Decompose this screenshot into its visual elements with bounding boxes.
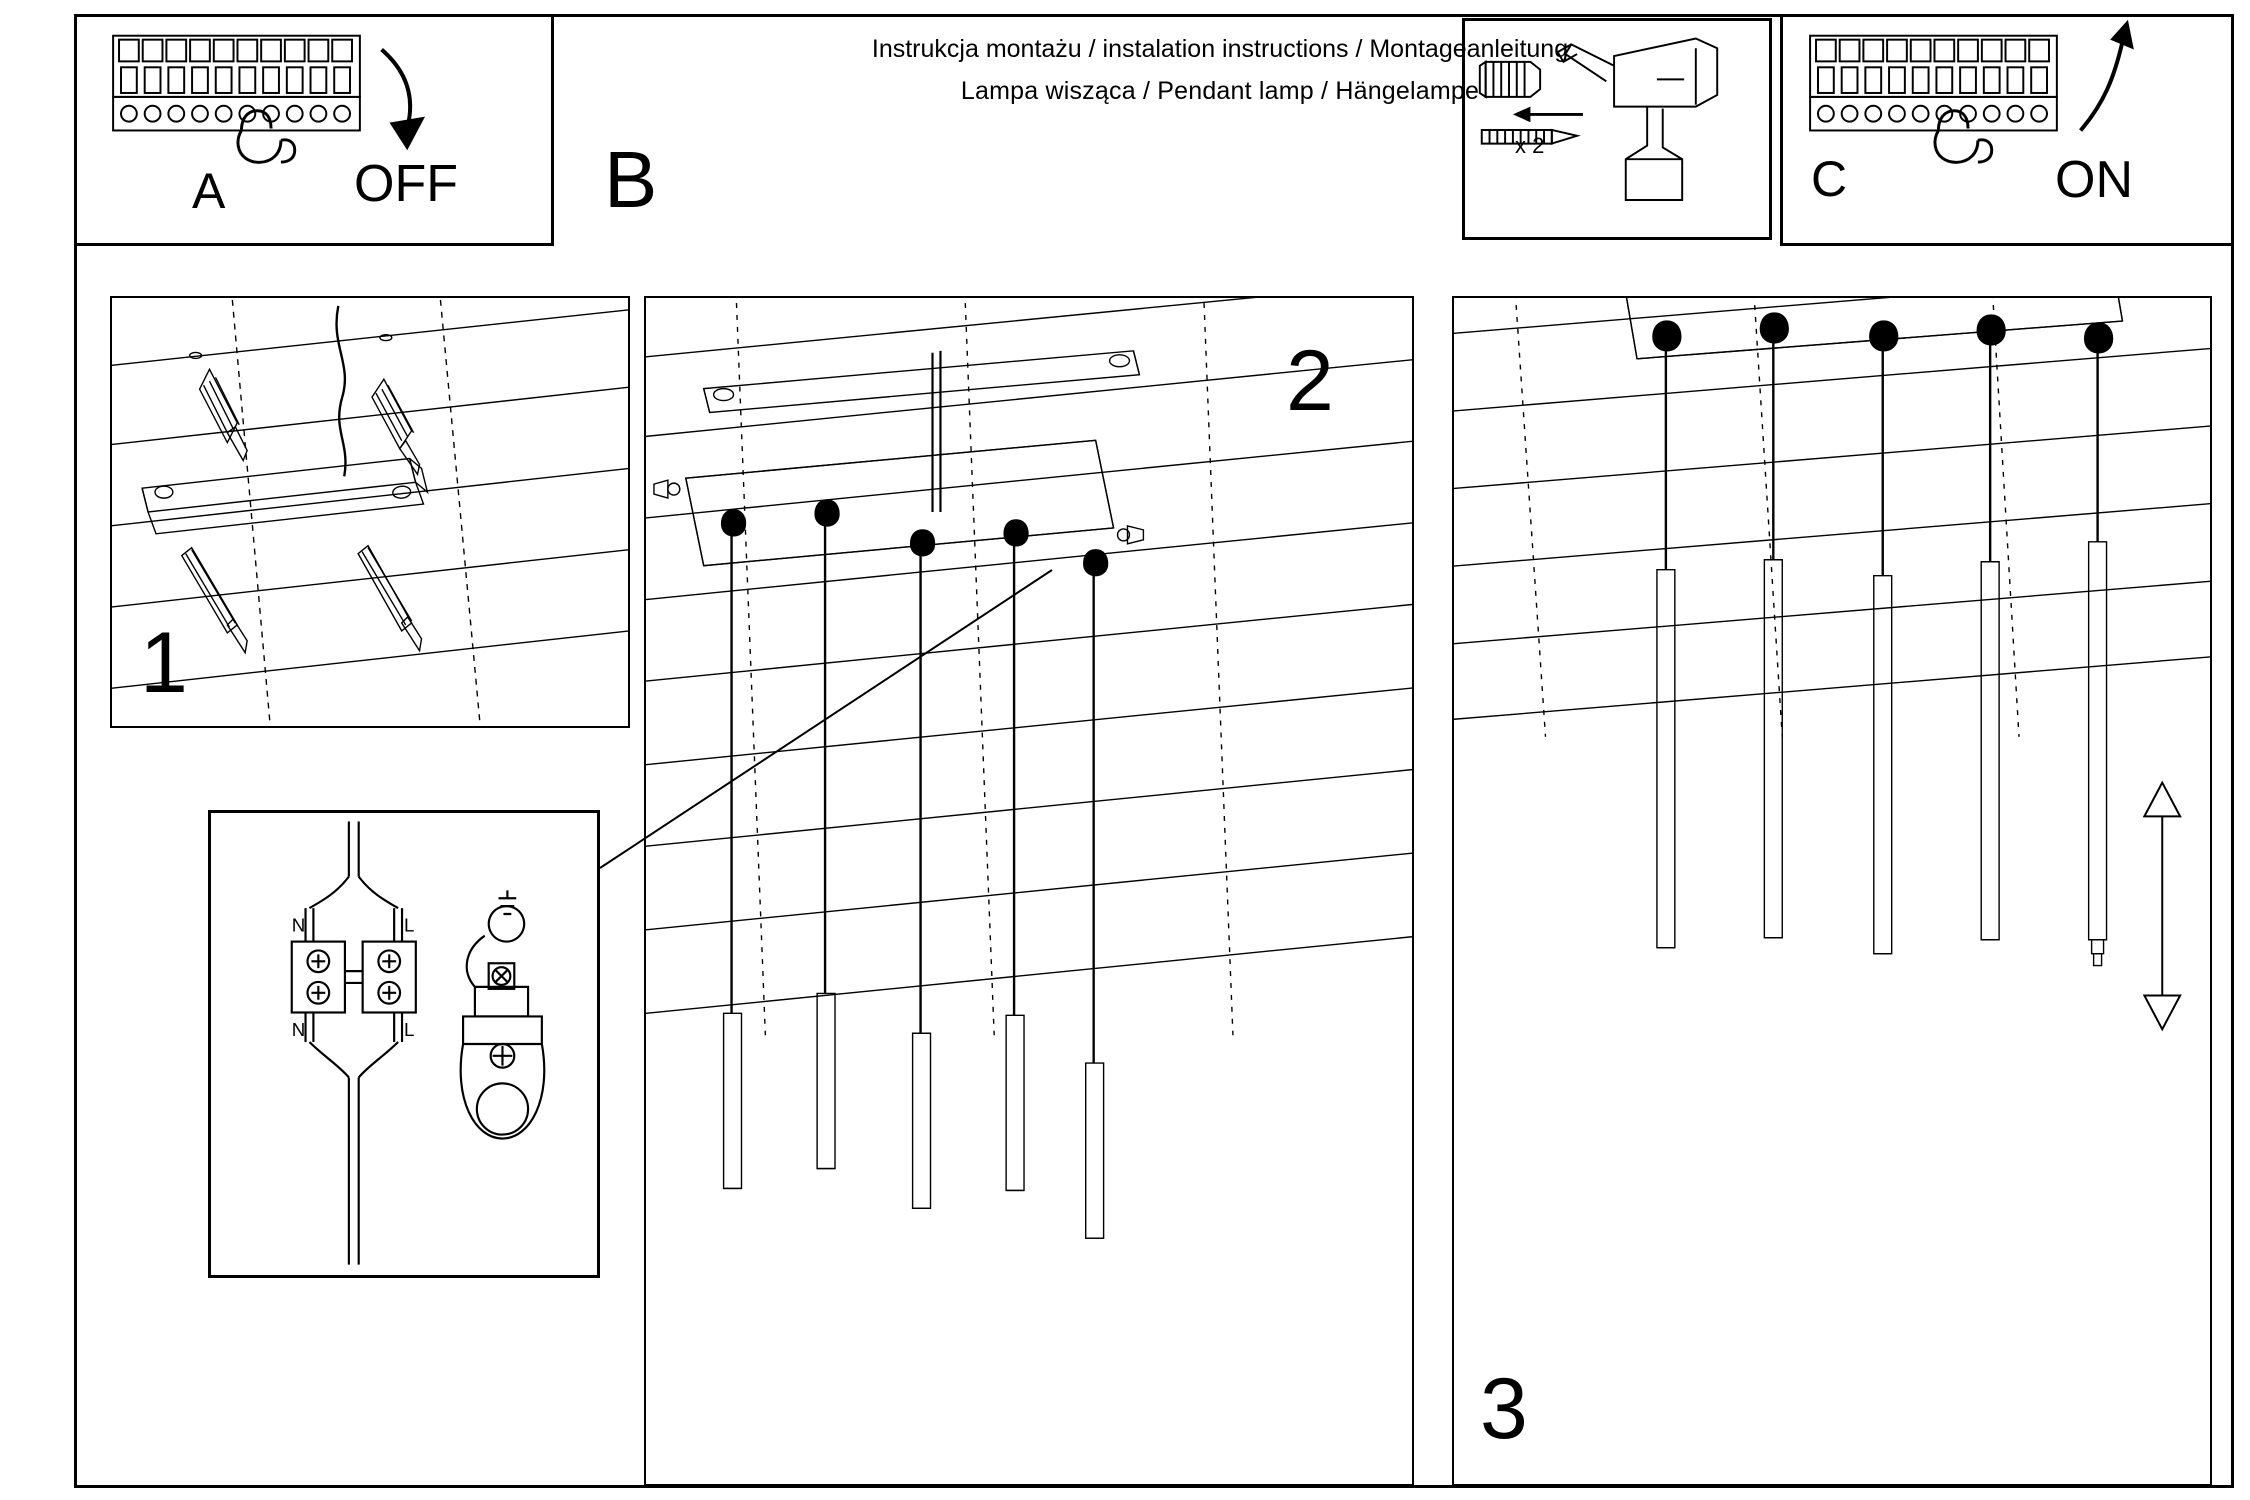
figure-step-1 <box>110 296 630 728</box>
wire-label-n-bottom: N <box>291 1019 306 1041</box>
figure-wiring-detail <box>208 810 600 1278</box>
drill-illustration <box>1465 21 1769 237</box>
terminal-connector-illustration <box>211 813 597 1275</box>
step-b-letter: B <box>604 135 658 224</box>
wire-label-n-top: N <box>291 914 306 936</box>
figure-1-number: 1 <box>140 615 188 711</box>
wire-label-l-top: L <box>404 914 415 936</box>
panel-title <box>560 14 1770 246</box>
panel-step-c <box>1780 14 2234 246</box>
figure-step-2 <box>644 296 1414 1486</box>
drill-quantity-label: x 2 <box>1515 133 1545 158</box>
figure-3-number: 3 <box>1480 1361 1528 1457</box>
breaker-on-illustration <box>1783 14 2234 243</box>
panel-step-a <box>74 14 554 246</box>
figure-step-3 <box>1452 296 2212 1486</box>
step-c-letter: C <box>1811 151 1848 207</box>
mounting-bracket-illustration <box>112 298 628 726</box>
breaker-off-illustration <box>74 14 551 243</box>
panel-drill-hardware <box>1462 18 1772 240</box>
finished-lamp-illustration <box>1454 298 2210 1484</box>
step-a-letter: A <box>192 163 226 219</box>
step-a-action-label: OFF <box>354 155 458 213</box>
canopy-mount-illustration <box>646 298 1412 1484</box>
step-c-action-label: ON <box>2055 151 2133 209</box>
title-line-1: Instrukcja montażu / instalation instructions / Montageanleitung <box>871 35 1569 63</box>
title-line-2: Lampa wisząca / Pendant lamp / Hängelampe <box>960 77 1480 105</box>
wire-label-l-bottom: L <box>404 1019 415 1041</box>
figure-2-number: 2 <box>1286 333 1334 429</box>
